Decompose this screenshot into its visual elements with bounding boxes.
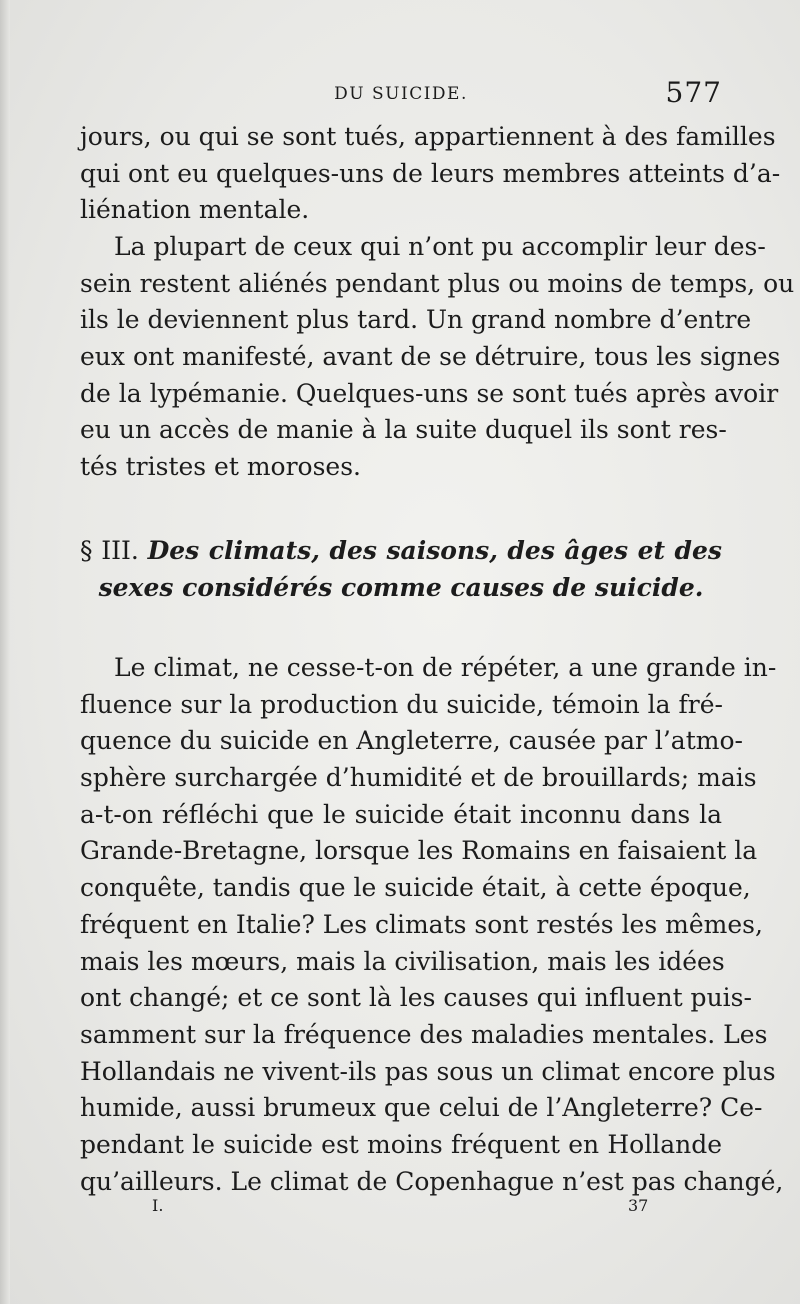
section-title-part-2: sexes considérés comme causes de suicide. [98, 573, 704, 602]
text-line: Le climat, ne cesse-t-on de répéter, a une grande in- [114, 653, 777, 682]
text-line: eu un accès de manie à la suite duquel ils sont res- [80, 415, 727, 445]
text-line: de la lypémanie. Quelques-uns se sont tués après avoir [80, 378, 779, 408]
text-line: tés tristes et moroses. [80, 452, 362, 482]
section-heading-line-1 [80, 532, 722, 569]
text-line: jours, ou qui se sont tués, appartiennent à des familles [80, 122, 776, 151]
text-line: sein restent aliénés pendant plus ou moins de temps, ou [80, 268, 795, 298]
text-line: conquête, tandis que le suicide était, à cette époque, [80, 873, 751, 903]
text-line: qui ont eu quelques-uns de leurs membres atteints d’a- [80, 158, 781, 188]
page-gutter-shadow [0, 0, 10, 1304]
text-line: fluence sur la production du suicide, témoin la fré- [80, 689, 723, 719]
section-heading-line-2 [80, 569, 722, 606]
text-line: ont changé; et ce sont là les causes qui influent puis- [80, 983, 752, 1013]
signature-mark: I. [152, 1196, 164, 1215]
section-heading [80, 532, 722, 606]
text-line: eux ont manifesté, avant de se détruire, tous les signes [80, 342, 781, 372]
text-line: qu’ailleurs. Le climat de Copenhague n’est pas changé, [80, 1166, 784, 1196]
page-number: 577 [665, 76, 722, 109]
paragraph-climat [80, 650, 784, 1200]
section-marker: § III. [80, 536, 139, 565]
text-line: pendant le suicide est moins fréquent en Hollande [80, 1129, 722, 1159]
text-line: sphère surchargée d’humidité et de brouillards; mais [80, 763, 757, 793]
paragraph-alienes [80, 229, 795, 486]
running-head: DU SUICIDE. [334, 84, 468, 104]
text-line: Grande-Bretagne, lorsque les Romains en faisaient la [80, 836, 758, 866]
text-line: samment sur la fréquence des maladies mentales. Les [80, 1019, 768, 1049]
text-line: quence du suicide en Angleterre, causée par l’atmo- [80, 726, 743, 756]
text-line: ils le deviennent plus tard. Un grand nombre d’entre [80, 305, 752, 335]
text-line: fréquent en Italie? Les climats sont restés les mêmes, [80, 909, 763, 939]
text-line: Hollandais ne vivent-ils pas sous un climat encore plus [80, 1056, 776, 1086]
section-title-part-1: Des climats, des saisons, des âges et des [147, 536, 722, 565]
text-line: mais les mœurs, mais la civilisation, mais les idées [80, 946, 725, 976]
text-line: humide, aussi brumeux que celui de l’Angleterre? Ce- [80, 1093, 763, 1123]
text-line: La plupart de ceux qui n’ont pu accomplir leur des- [114, 232, 766, 261]
signature-number: 37 [628, 1196, 649, 1215]
page-header [80, 76, 722, 114]
text-line: liénation mentale. [80, 195, 310, 225]
page-footer [80, 1196, 722, 1220]
text-line: a-t-on réfléchi que le suicide était inconnu dans la [80, 799, 722, 829]
paragraph-continuation [80, 119, 781, 229]
